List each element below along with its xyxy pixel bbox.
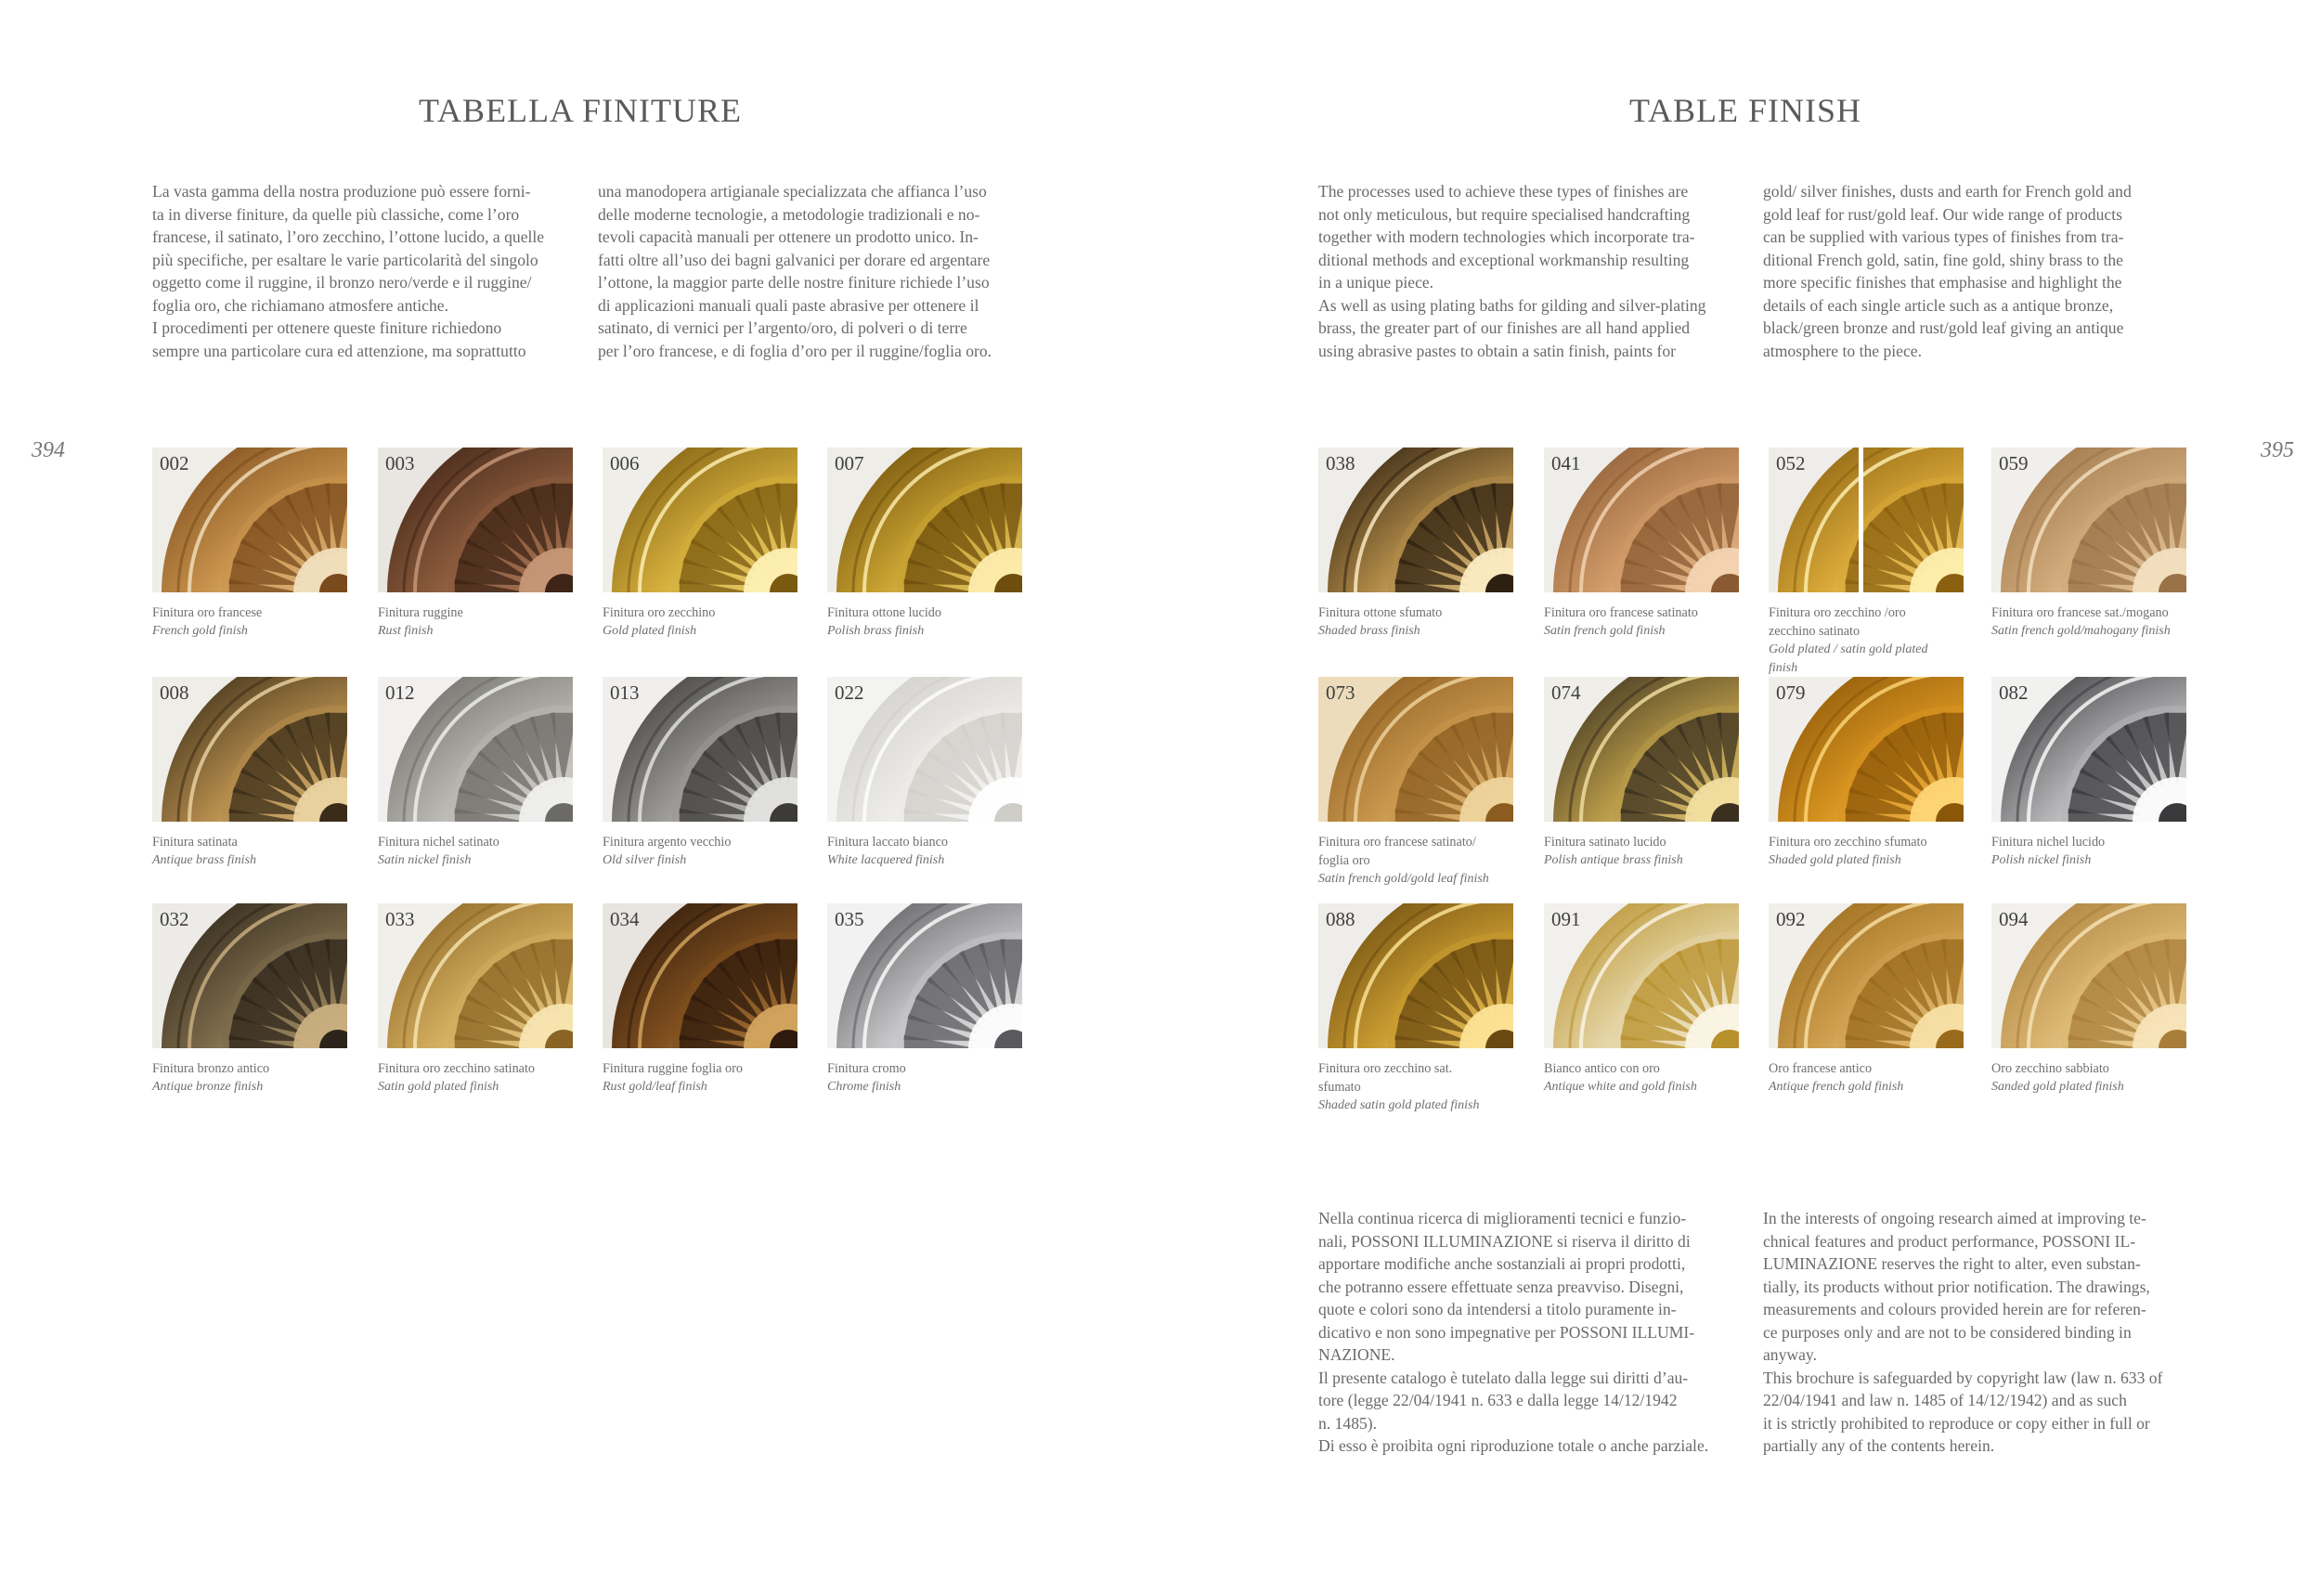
finish-name-english: Antique bronze finish: [152, 1080, 264, 1094]
finish-swatch: [603, 903, 797, 1096]
right-disclaimer-italian: Nella continua ricerca di miglioramenti tecnici e funzio- nali, POSSONI ILLUMINAZIONE si riserva il diritto di apportare modifiche anche sostanziali ai propri prodotti, che potranno essere effettuate senza preavviso. Disegni, quote e colori sono da intendersi a titolo puramente in- dicativo e non sono impegnative per POSSONI ILLUMI- NAZIONE. Il presente catalogo è tutelato dalla legge sui diritti d’au- tore (legge 22/04/1941 n. 633 e dalla legge 14/12/1942 n. 1485). Di esso è proibita ogni riproduzione totale o anche parziale.: [1318, 1209, 1709, 1455]
finish-swatch: [152, 677, 347, 870]
finish-code: 007: [835, 452, 864, 474]
finish-name-english: Satin french gold/mahogany finish: [1991, 624, 2171, 638]
finish-code: 092: [1776, 908, 1806, 930]
finish-sample-image: [1544, 903, 1739, 1048]
finish-sample-image: [378, 677, 573, 822]
finish-code: 002: [160, 452, 189, 474]
finish-swatch: [1544, 903, 1739, 1096]
finish-code: 008: [160, 681, 189, 704]
right-intro-col1: The processes used to achieve these types of finishes are not only meticulous, but require specialised handcrafting together with modern technologies which incorporate tra- ditional methods and exceptional workmanship resulting in a unique piece. As well as using plating baths for gilding and silver-plating brass, the greater part of our finishes are all hand applied using abrasive pastes to obtain a satin finish, paints for: [1318, 182, 1706, 360]
finish-code: 041: [1551, 452, 1581, 474]
finish-name-english: Satin french gold/gold leaf finish: [1318, 872, 1489, 886]
finish-swatch: [1544, 448, 1739, 641]
finish-name-english: French gold finish: [152, 624, 248, 638]
finish-swatch: [1769, 677, 1964, 870]
finish-sample-image: [1991, 448, 2186, 592]
finish-sample-image: [603, 448, 797, 592]
finish-name-italian: Finitura nichel lucido: [1991, 835, 2106, 850]
finish-sample-image: [1544, 448, 1739, 592]
finish-name-italian: Finitura ottone sfumato: [1318, 605, 1443, 620]
finish-swatch: [1769, 448, 1964, 678]
finish-sample-image: [603, 677, 797, 822]
finish-name-italian: Finitura oro francese satinato/ foglia oro: [1318, 835, 1476, 868]
finish-name-english: Chrome finish: [827, 1080, 901, 1094]
finish-code: 094: [1999, 908, 2029, 930]
finish-name-english: Sanded gold plated finish: [1991, 1080, 2124, 1094]
finish-sample-image: [1318, 677, 1513, 822]
finish-swatch: [603, 677, 797, 870]
finish-name-italian: Finitura bronzo antico: [152, 1061, 270, 1076]
finish-sample-image: [827, 903, 1022, 1048]
finish-name-italian: Finitura laccato bianco: [827, 835, 949, 850]
finish-name-italian: Finitura oro zecchino sat. sfumato: [1318, 1061, 1453, 1095]
finish-name-english: Antique french gold finish: [1769, 1080, 1904, 1094]
right-page-title: TABLE FINISH: [1628, 92, 1862, 129]
finish-name-italian: Finitura nichel satinato: [378, 835, 499, 850]
finish-code: 022: [835, 681, 864, 704]
finish-code: 052: [1776, 452, 1806, 474]
finish-name-italian: Finitura argento vecchio: [603, 835, 732, 850]
finish-code: 082: [1999, 681, 2029, 704]
finish-swatch: [603, 448, 797, 641]
finish-name-italian: Finitura cromo: [827, 1061, 906, 1076]
finish-name-italian: Finitura ottone lucido: [827, 605, 941, 620]
finish-swatch: [152, 448, 347, 641]
finish-sample-image: [1991, 903, 2186, 1048]
finish-sample-image: [1769, 903, 1964, 1048]
finish-name-english: Rust gold/leaf finish: [603, 1080, 707, 1094]
finish-swatch: [827, 677, 1022, 870]
finish-sample-image: [1544, 677, 1739, 822]
right-intro-col2: gold/ silver finishes, dusts and earth for French gold and gold leaf for rust/gold leaf. Our wide range of products can be supplied with various types of finishes from tra- ditional French gold, satin, fine gold, shiny brass to the more specific finishes that emphasise and highlight the details of each single article such as a antique bronze, black/green bronze and rust/gold leaf giving an antique atmosphere to the piece.: [1763, 182, 2132, 360]
finish-code: 013: [610, 681, 640, 704]
finish-swatch: [1991, 903, 2186, 1096]
finish-sample-image: [1318, 903, 1513, 1048]
finish-code: 034: [610, 908, 640, 930]
finish-name-italian: Finitura oro francese: [152, 605, 263, 620]
left-intro-col1: La vasta gamma della nostra produzione può essere forni- ta in diverse finiture, da quelle più classiche, come l’oro francese, il satinato, l’oro zecchino, l’ottone lucido, a quelle più specifiche, per esaltare le varie particolarità del singolo oggetto come il ruggine, il bronzo nero/verde e il ruggine/ foglia oro, che richiamano atmosfere antiche. I procedimenti per ottenere queste finiture richiedono sempre una particolare cura ed attenzione, ma soprattutto: [152, 182, 545, 360]
finish-name-english: Satin nickel finish: [378, 853, 472, 867]
finish-name-english: White lacquered finish: [827, 853, 945, 867]
finish-code: 091: [1551, 908, 1581, 930]
finish-sample-image: [1991, 677, 2186, 822]
finish-code: 079: [1776, 681, 1806, 704]
left-page-number: 394: [32, 438, 65, 462]
finish-sample-image: [1769, 677, 1964, 822]
finish-sample-image: [378, 448, 573, 592]
finish-name-italian: Oro zecchino sabbiato: [1991, 1061, 2109, 1076]
finish-sample-image: [603, 903, 797, 1048]
left-intro-col2: una manodopera artigianale specializzata che affianca l’uso delle moderne tecnologie, a metodologie tradizionali e no- tevoli capacità manuali per ottenere un prodotto unico. In- fatti oltre all’uso dei bagni galvanici per dorare ed argentare l’ottone, la maggior parte delle nostre finiture richiede l’uso di applicazioni manuali quali paste abrasive per ottenere il satinato, di vernici per l’argento/oro, di polveri o di terre per l’oro francese, e di foglia d’oro per il ruggine/foglia oro.: [598, 182, 992, 360]
finish-code: 035: [835, 908, 864, 930]
finish-code: 074: [1551, 681, 1581, 704]
finish-code: 038: [1326, 452, 1355, 474]
finish-swatch: [378, 903, 573, 1096]
finish-code: 088: [1326, 908, 1355, 930]
right-page-number: 395: [2261, 438, 2294, 462]
finish-sample-image: [1769, 448, 1964, 592]
finish-name-italian: Finitura satinato lucido: [1544, 835, 1666, 850]
finish-name-english: Shaded brass finish: [1318, 624, 1420, 638]
finish-name-english: Gold plated finish: [603, 624, 697, 638]
finish-code: 073: [1326, 681, 1355, 704]
finish-swatch: [378, 448, 573, 641]
finish-name-english: Polish brass finish: [827, 624, 925, 638]
finish-name-english: Old silver finish: [603, 853, 687, 867]
finish-name-english: Rust finish: [378, 624, 434, 638]
finish-swatch: [378, 677, 573, 870]
finish-swatch: [1318, 903, 1513, 1115]
finish-swatch: [1769, 903, 1964, 1096]
finish-name-italian: Finitura ruggine foglia oro: [603, 1061, 743, 1076]
finish-name-english: Shaded gold plated finish: [1769, 853, 1901, 867]
right-disclaimer-english: In the interests of ongoing research aimed at improving te- chnical features and product performance, POSSONI IL- LUMINAZIONE reserves the right to alter, even substan- tially, its products without prior notification. The drawings, measurements and colours provided herein are for referen- ce purposes only and are not to be considered binding in anyway. This brochure is safeguarded by copyright law (law n. 633 of 22/04/1941 and law n. 1485 of 14/12/1942) and as such it is strictly prohibited to reproduce or copy either in full or partially any of the contents herein.: [1763, 1209, 2163, 1455]
finish-name-italian: Finitura ruggine: [378, 605, 463, 620]
finish-name-english: Polish antique brass finish: [1544, 853, 1683, 867]
finish-sample-image: [152, 448, 347, 592]
finish-sample-image: [152, 677, 347, 822]
finish-swatch: [827, 448, 1022, 641]
finish-name-italian: Finitura oro zecchino: [603, 605, 716, 620]
finish-swatch: [1318, 448, 1513, 641]
finish-name-english: Shaded satin gold plated finish: [1318, 1098, 1480, 1112]
finish-swatch: [152, 903, 347, 1096]
finish-sample-image: [152, 903, 347, 1048]
finish-name-italian: Finitura oro francese satinato: [1544, 605, 1698, 620]
finish-name-english: Antique white and gold finish: [1544, 1080, 1697, 1094]
finish-code: 003: [385, 452, 415, 474]
finish-sample-image: [378, 903, 573, 1048]
finish-swatch: [1318, 677, 1513, 889]
finish-code: 032: [160, 908, 189, 930]
finish-name-italian: Finitura oro zecchino /oro zecchino satinato: [1769, 605, 1906, 639]
finish-name-english: Satin french gold finish: [1544, 624, 1666, 638]
finish-name-italian: Bianco antico con oro: [1544, 1061, 1660, 1076]
finish-code: 006: [610, 452, 640, 474]
finish-code: 033: [385, 908, 415, 930]
left-page-title: TABELLA FINITURE: [418, 92, 743, 129]
finish-code: 012: [385, 681, 415, 704]
finish-sample-image: [827, 448, 1022, 592]
finish-swatch: [1544, 677, 1739, 870]
finish-sample-image: [1318, 448, 1513, 592]
finish-name-english: Gold plated / satin gold plated finish: [1769, 642, 1928, 675]
finish-name-italian: Oro francese antico: [1769, 1061, 1873, 1076]
finish-name-italian: Finitura oro francese sat./mogano: [1991, 605, 2169, 620]
finish-name-italian: Finitura satinata: [152, 835, 238, 850]
image-divider: [1859, 448, 1863, 592]
finish-name-english: Polish nickel finish: [1991, 853, 2092, 867]
finish-name-english: Antique brass finish: [152, 853, 257, 867]
finish-swatch: [1991, 448, 2186, 641]
finish-name-english: Satin gold plated finish: [378, 1080, 499, 1094]
finish-swatch: [827, 903, 1022, 1096]
finish-swatch: [1991, 677, 2186, 870]
finish-name-italian: Finitura oro zecchino sfumato: [1769, 835, 1927, 850]
finish-sample-image: [827, 677, 1022, 822]
finish-name-italian: Finitura oro zecchino satinato: [378, 1061, 536, 1076]
finish-code: 059: [1999, 452, 2029, 474]
